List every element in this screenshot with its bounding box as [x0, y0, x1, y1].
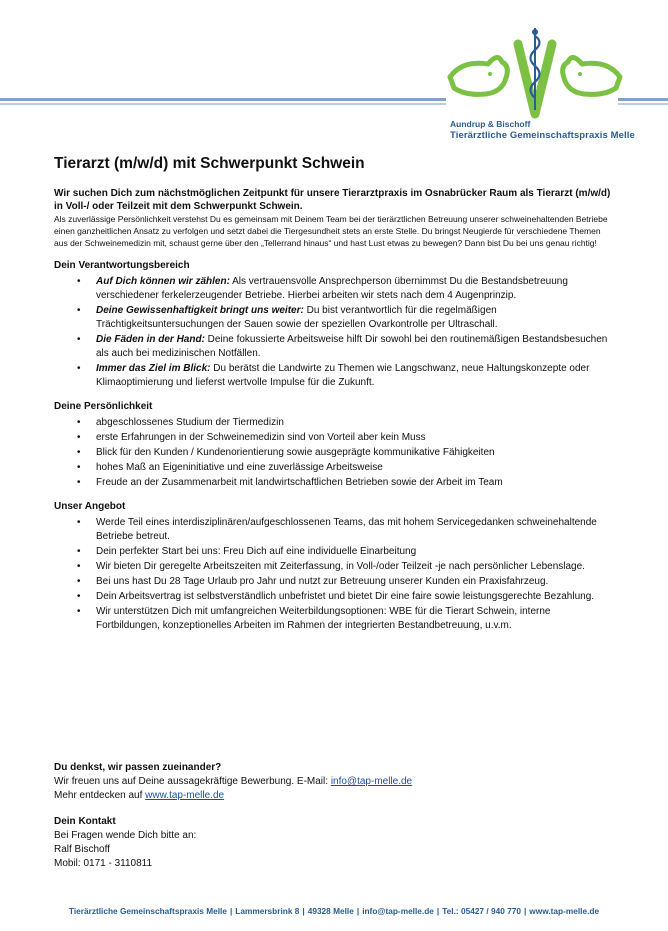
- contact-mobile: Mobil: 0171 - 3110811: [54, 858, 153, 869]
- list-item: • Wir bieten Dir geregelte Arbeitszeiten mit Zeiterfassung, in Voll-/oder Teilzeit -je nach persönlicher Lebenslage.: [77, 561, 585, 572]
- intro-text: Als zuverlässige Persönlichkeit verstehst Du es gemeinsam mit Deinem Team bei der tierärztlichen Betreuung unserer schweinehaltenden Betriebe einen ganzheitlichen Ansatz zu verfolgen und setzt dabei die Tiergesundheit stets an erste Stelle. Du bringst Neugierde für verschiedene Themen aus der Schweinemedizin mit, schaust gerne über den „Tellerrand hinaus“ und hast Lust etwas zu bewegen? Dann bist Du bei uns genau richtig!: [54, 214, 608, 248]
- responsibilities-heading: Dein Verantwortungsbereich: [54, 260, 190, 271]
- closing-section: [54, 761, 412, 871]
- contact-heading: Dein Kontakt: [54, 816, 116, 827]
- contact-name: Ralf Bischoff: [54, 844, 110, 855]
- more-text: Mehr entdecken auf www.tap-melle.de: [54, 790, 225, 801]
- contact-line: Bei Fragen wende Dich bitte an:: [54, 830, 197, 841]
- footer-email: info@tap-melle.de: [362, 906, 434, 916]
- closing-heading: Du denkst, wir passen zueinander?: [54, 762, 222, 773]
- list-item: • erste Erfahrungen in der Schweinemedizin sind von Vorteil aber kein Muss: [77, 432, 426, 443]
- list-item: • hohes Maß an Eigeninitiative und eine zuverlässige Arbeitsweise: [77, 462, 383, 473]
- list-item: • Deine Gewissenhaftigkeit bringt uns weiter: Du bist verantwortlich für die regelmäßigen Trächtigkeitsuntersuchungen der Sauen sowie der speziellen Ovarkontrolle per Ultraschall.: [77, 305, 498, 330]
- footer-street: Lammersbrink 8: [235, 906, 300, 916]
- responsibilities-list: [54, 275, 614, 390]
- list-item: • abgeschlossenes Studium der Tiermedizin: [77, 417, 284, 428]
- footer-practice: Tierärztliche Gemeinschaftspraxis Melle: [68, 906, 227, 916]
- footer-website: www.tap-melle.de: [529, 906, 600, 916]
- list-item: • Auf Dich können wir zählen: Als vertrauensvolle Ansprechperson übernimmst Du die Bestandsbetreuung verschiedener ferkelerzeugender Betriebe. Hierbei arbeiten wir stets nach dem 4 Augenprinzip.: [77, 276, 568, 301]
- practice-logo-icon: [440, 22, 630, 122]
- footer-city: 49328 Melle: [307, 906, 354, 916]
- list-item: • Werde Teil eines interdisziplinären/aufgeschlossenen Teams, das mit hohem Servicegedanken schweinehaltende Betriebe betreut.: [77, 517, 597, 542]
- logo-practice-name: Tierärztliche Gemeinschaftspraxis Melle: [450, 130, 635, 141]
- list-item: • Wir unterstützen Dich mit umfangreichen Weiterbildungsoptionen: WBE für die Tierart Schwein, interne Fortbildungen, konzeptionelles Arbeiten im Rahmen der integrierten Bestandbetreuung, u.v.m.: [77, 606, 551, 631]
- list-item: • Die Fäden in der Hand: Deine fokussierte Arbeitsweise hilft Dir sowohl bei den routinemäßigen Bestandsbesuchen als auch bei medizinischen Notfällen.: [77, 334, 608, 359]
- email-link[interactable]: info@tap-melle.de: [330, 776, 413, 787]
- personality-heading: Deine Persönlichkeit: [54, 401, 153, 412]
- offer-heading: Unser Angebot: [54, 501, 126, 512]
- list-item: • Dein perfekter Start bei uns: Freu Dich auf eine individuelle Einarbeitung: [77, 546, 417, 557]
- job-posting-body: [54, 155, 614, 634]
- footer-phone: Tel.: 05427 / 940 770: [442, 906, 521, 916]
- footer-address: Tierärztliche Gemeinschaftspraxis Melle | Lammersbrink 8 | 49328 Melle | info@tap-melle.de | Tel.: 05427 / 940 770 | www.tap-melle.de: [68, 906, 600, 916]
- list-item: • Freude an der Zusammenarbeit mit landwirtschaftlichen Betrieben sowie der Arbeit im Team: [77, 477, 503, 488]
- list-item: • Bei uns hast Du 28 Tage Urlaub pro Jahr und nutzt zur Betreuung unserer Kunden ein Praxisfahrzeug.: [77, 576, 549, 587]
- apply-text: Wir freuen uns auf Deine aussagekräftige Bewerbung. E-Mail: info@tap-melle.de: [54, 776, 413, 787]
- personality-list: [54, 416, 614, 490]
- list-item: • Immer das Ziel im Blick: Du berätst die Landwirte zu Themen wie Langschwanz, neue Haltungskonzepte oder Klimaoptimierung und lieferst wertvolle Impulse für die Zukunft.: [77, 363, 590, 388]
- intro-lead: Wir suchen Dich zum nächstmöglichen Zeitpunkt für unsere Tierarztpraxis im Osnabrücker Raum als Tierarzt (m/w/d) in Voll-/ oder Teilzeit mit dem Schwerpunkt Schwein.: [54, 188, 611, 212]
- website-link[interactable]: www.tap-melle.de: [145, 790, 225, 801]
- offer-list: [54, 516, 614, 633]
- page-title: Tierarzt (m/w/d) mit Schwerpunkt Schwein: [54, 155, 365, 172]
- list-item: • Blick für den Kunden / Kundenorientierung sowie ausgeprägte kommunikative Fähigkeiten: [77, 447, 495, 458]
- list-item: • Dein Arbeitsvertrag ist selbstverständlich unbefristet und bietet Dir eine faire sowie leistungsgerechte Bezahlung.: [77, 591, 595, 602]
- logo-owner-names: Aundrup & Bischoff: [450, 119, 531, 129]
